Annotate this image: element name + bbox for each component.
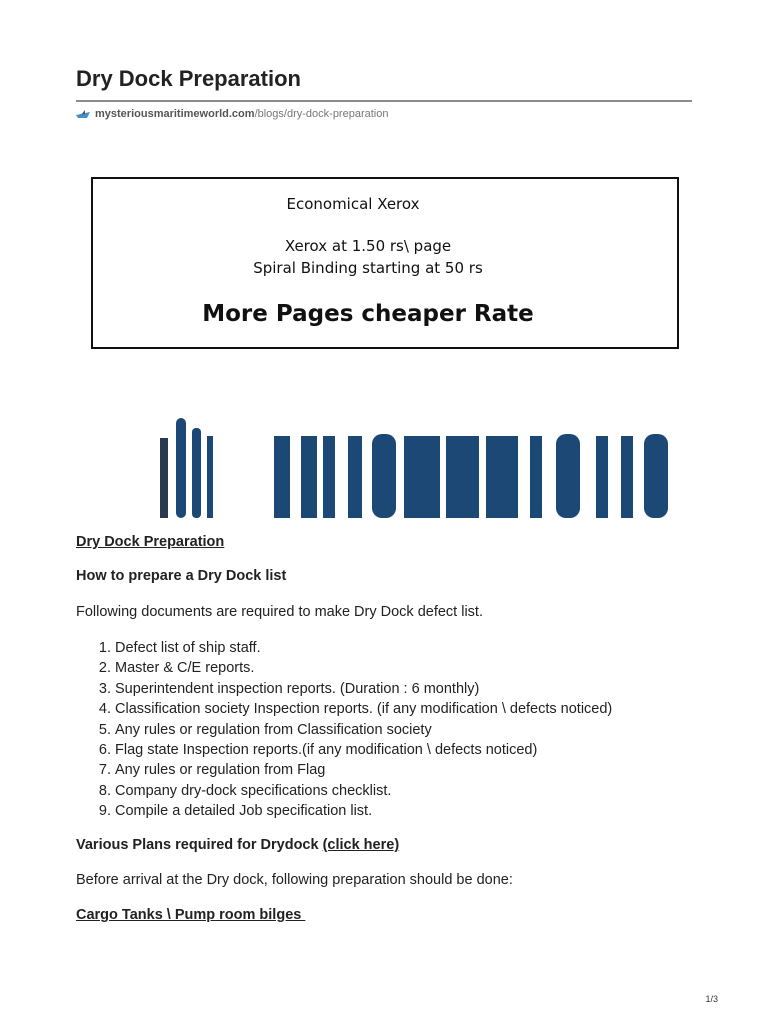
ship-icon xyxy=(76,109,90,119)
page-title: Dry Dock Preparation xyxy=(76,66,301,91)
banner-bar xyxy=(207,436,213,518)
url-domain: mysteriousmaritimeworld.com xyxy=(95,108,255,120)
list-item: 7. Any rules or regulation from Flag xyxy=(115,760,612,780)
ad-binding-rate: Spiral Binding starting at 50 rs xyxy=(253,259,483,277)
banner-bar xyxy=(348,436,362,518)
section-link[interactable]: Dry Dock Preparation xyxy=(76,534,225,550)
banner-bar xyxy=(176,418,186,518)
list-item: 6. Flag state Inspection reports.(if any modification \ defects noticed) xyxy=(115,740,612,760)
banner-bar xyxy=(404,436,440,518)
banner-bar xyxy=(301,436,317,518)
cargo-tanks-heading[interactable]: Cargo Tanks \ Pump room bilges xyxy=(76,907,306,923)
banner-image xyxy=(150,412,670,520)
plans-label: Various Plans required for Drydock xyxy=(76,837,323,853)
title-divider xyxy=(76,100,692,102)
banner-bar xyxy=(160,438,168,518)
ad-xerox-rate: Xerox at 1.50 rs\ page xyxy=(284,237,452,255)
banner-bar xyxy=(530,436,542,518)
list-item: 3. Superintendent inspection reports. (Duration : 6 monthly) xyxy=(115,679,612,699)
list-item: 9. Compile a detailed Job specification list. xyxy=(115,801,612,821)
banner-bar xyxy=(486,436,518,518)
list-item: 4. Classification society Inspection reports. (if any modification \ defects noticed) xyxy=(115,699,612,719)
banner-bar xyxy=(446,436,479,518)
before-arrival-text: Before arrival at the Dry dock, following preparation should be done: xyxy=(76,872,513,888)
list-item: 1. Defect list of ship staff. xyxy=(115,638,612,658)
plans-heading xyxy=(76,837,399,853)
plans-link[interactable]: (click here) xyxy=(322,837,400,853)
advertisement-box[interactable] xyxy=(91,177,679,349)
list-item: 2. Master & C/E reports. xyxy=(115,658,612,678)
banner-bar xyxy=(192,428,201,518)
subheading: How to prepare a Dry Dock list xyxy=(76,568,287,584)
banner-bar xyxy=(372,434,396,518)
intro-text: Following documents are required to make Dry Dock defect list. xyxy=(76,604,483,620)
url-path: /blogs/dry-dock-preparation xyxy=(254,108,389,120)
source-url[interactable] xyxy=(76,108,388,120)
list-item: 5. Any rules or regulation from Classification society xyxy=(115,720,612,740)
banner-bar xyxy=(596,436,608,518)
banner-bar xyxy=(644,434,668,518)
list-item: 8. Company dry-dock specifications checklist. xyxy=(115,781,612,801)
banner-bar xyxy=(323,436,335,518)
page-number: 1/3 xyxy=(705,994,718,1004)
ad-tagline: More Pages cheaper Rate xyxy=(202,301,534,327)
banner-bar xyxy=(621,436,633,518)
banner-bar xyxy=(274,436,290,518)
ad-heading: Economical Xerox xyxy=(286,195,420,213)
banner-bar xyxy=(556,434,580,518)
documents-list xyxy=(76,638,612,822)
